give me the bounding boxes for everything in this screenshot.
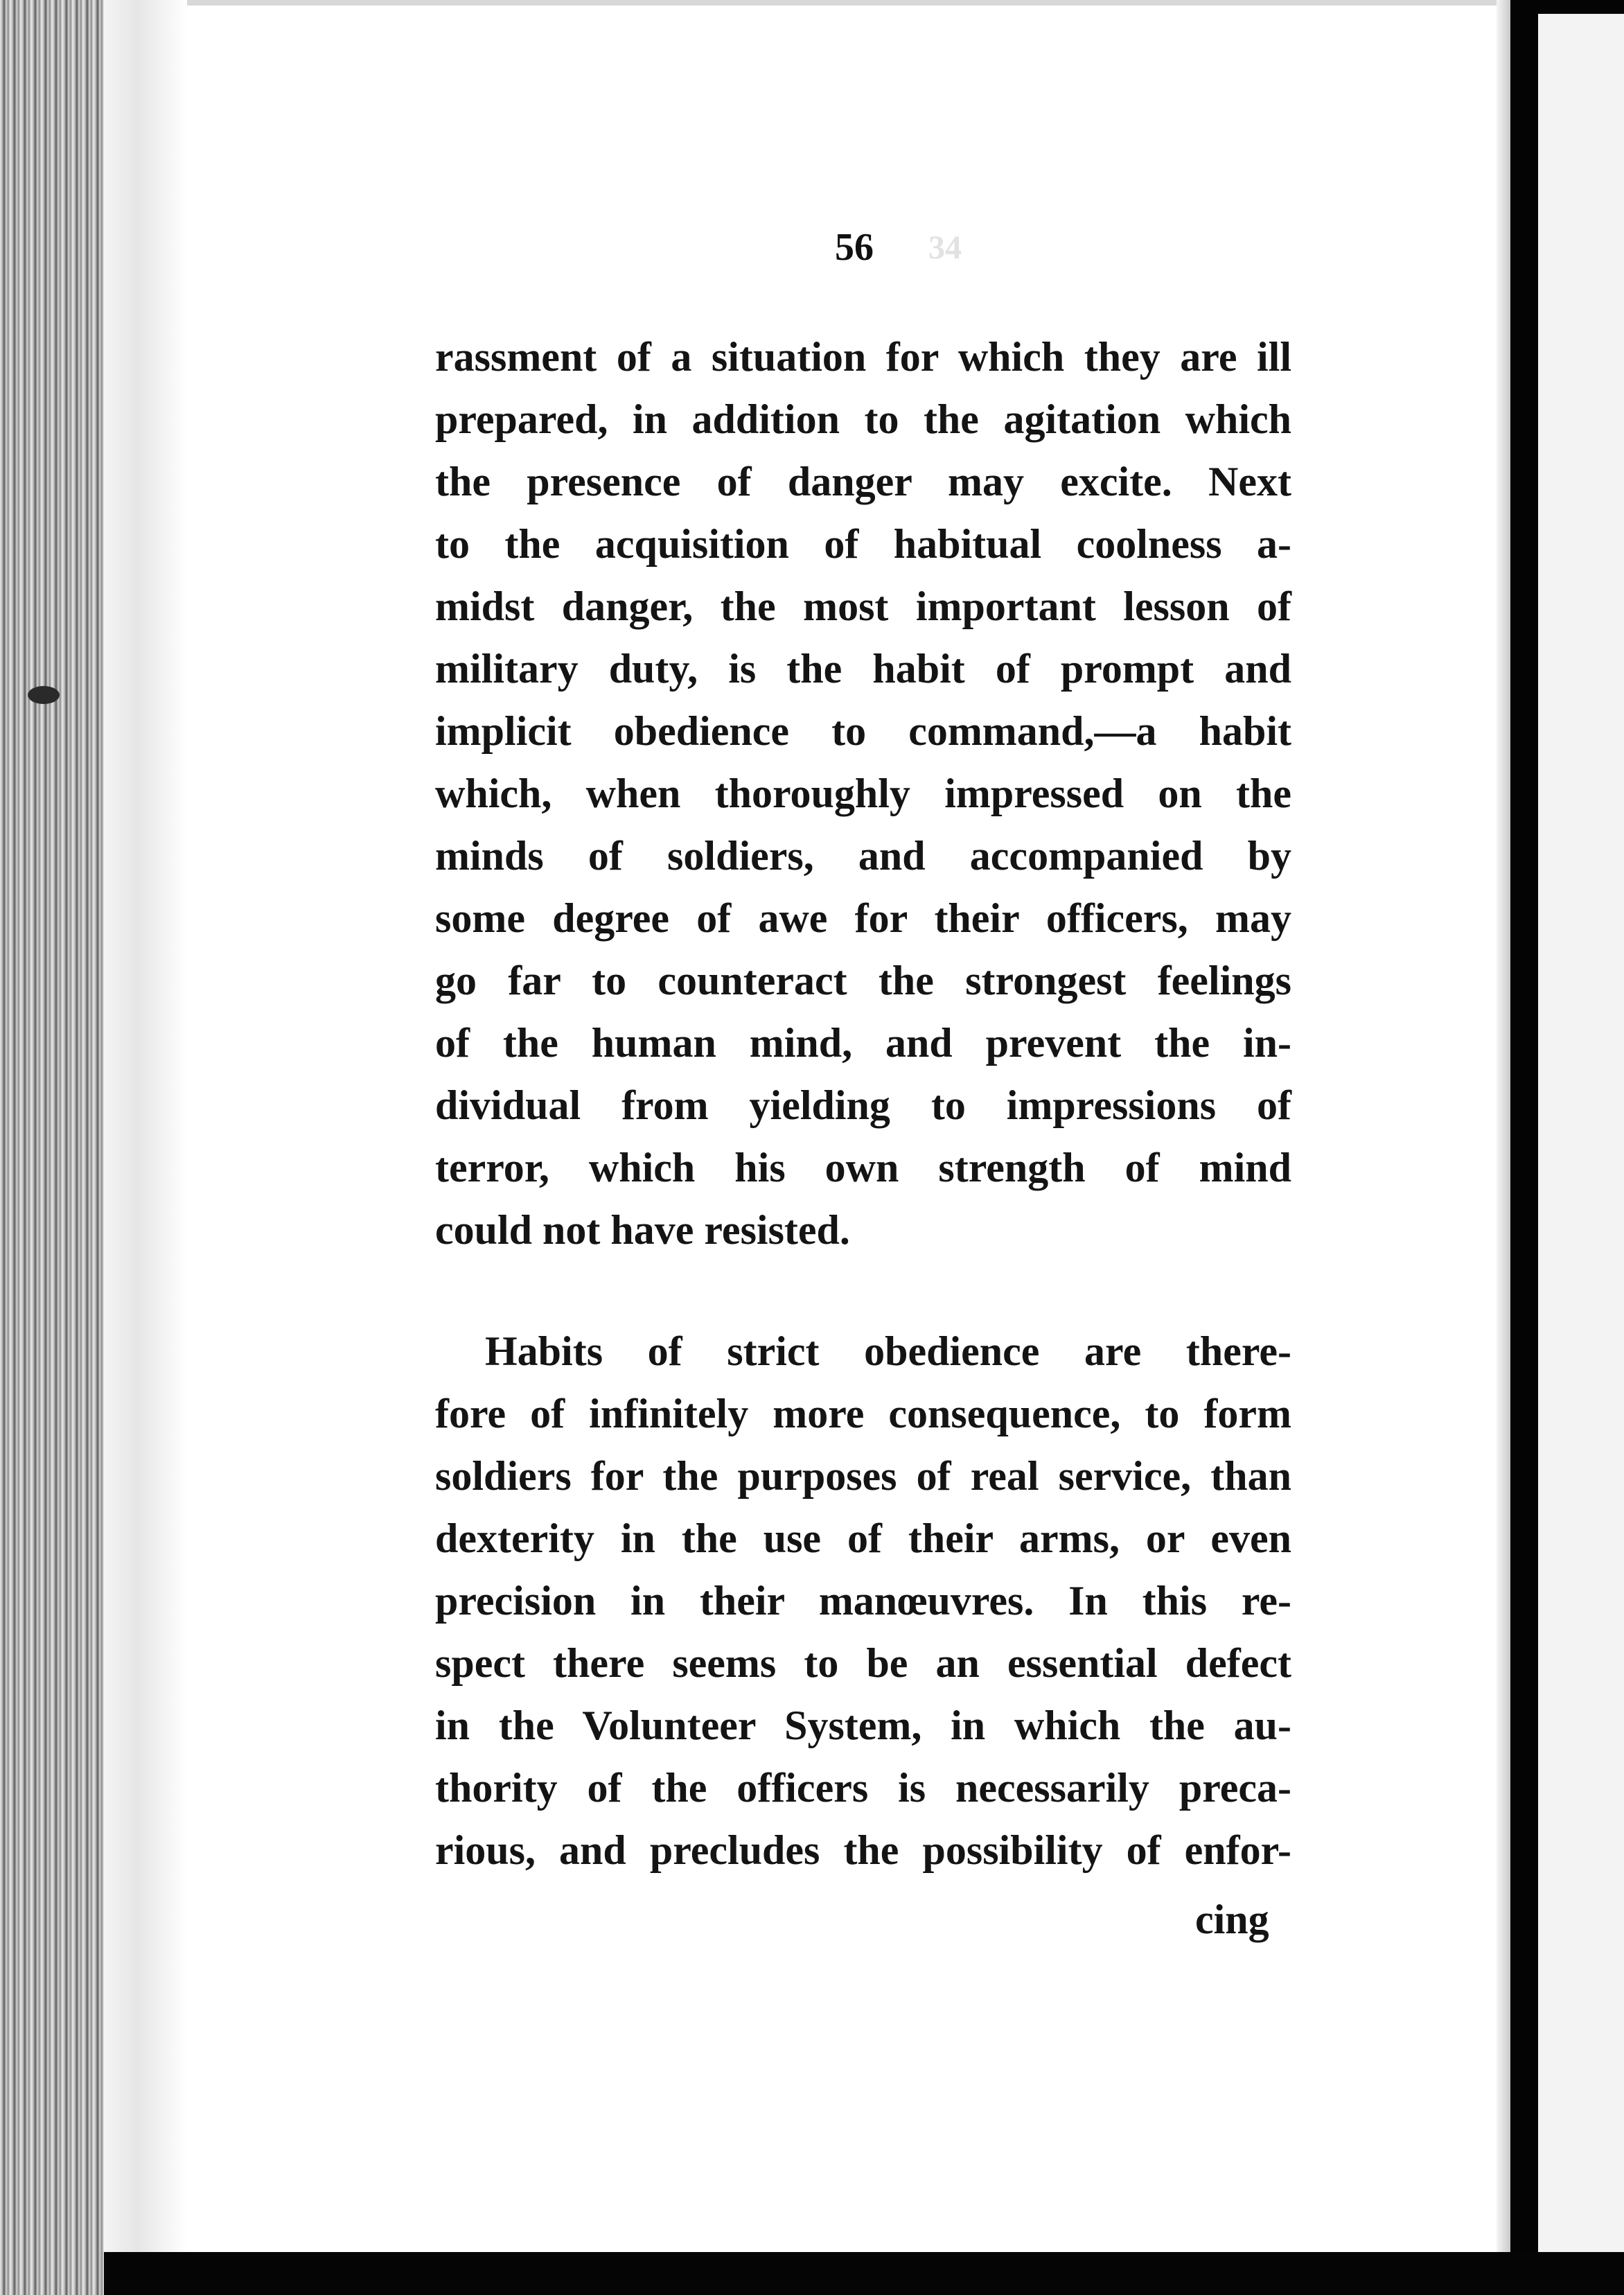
text-line: terror, which his own strength of mind [435, 1145, 1291, 1190]
text-line: prepared, in addition to the agitation which [435, 396, 1291, 442]
page-top-edge [187, 0, 1497, 6]
text-line: go far to counteract the strongest feelings [435, 958, 1291, 1003]
text-line: to the acquisition of habitual coolness a- [435, 521, 1291, 567]
text-line: midst danger, the most important lesson of [435, 583, 1291, 629]
text-line: precision in their manœuvres. In this re- [435, 1578, 1291, 1624]
text-line: rious, and precludes the possibility of enfor- [435, 1827, 1291, 1873]
page-number: 56 [835, 226, 874, 269]
text-line: the presence of danger may excite. Next [435, 459, 1291, 504]
text-line: soldiers for the purposes of real service, than [435, 1453, 1291, 1499]
text-line: in the Volunteer System, in which the au- [435, 1703, 1291, 1748]
scan-smudge [28, 686, 60, 704]
text-line: implicit obedience to command,—a habit [435, 708, 1291, 754]
scan-bottom-border [104, 2252, 1624, 2295]
text-line: Habits of strict obedience are there- [485, 1328, 1291, 1374]
book-spine [0, 0, 104, 2295]
ghost-page-number: 34 [928, 229, 962, 266]
text-line: rassment of a situation for which they are ill [435, 334, 1291, 380]
text-line: military duty, is the habit of prompt and [435, 646, 1291, 692]
catchword: cing [1195, 1897, 1269, 1942]
text-line: dividual from yielding to impressions of [435, 1082, 1291, 1128]
page-gutter [104, 0, 187, 2295]
text-line: spect there seems to be an essential defect [435, 1640, 1291, 1686]
page-right-shadow [1497, 0, 1510, 2252]
next-page-edge [1538, 14, 1624, 2252]
text-line: some degree of awe for their officers, may [435, 895, 1291, 941]
text-line: minds of soldiers, and accompanied by [435, 833, 1291, 879]
text-line: fore of infinitely more consequence, to form [435, 1391, 1291, 1436]
text-line: which, when thoroughly impressed on the [435, 771, 1291, 816]
text-line: could not have resisted. [435, 1207, 850, 1253]
text-line: of the human mind, and prevent the in- [435, 1020, 1291, 1066]
text-line: dexterity in the use of their arms, or even [435, 1515, 1291, 1561]
text-line: thority of the officers is necessarily preca- [435, 1765, 1291, 1811]
